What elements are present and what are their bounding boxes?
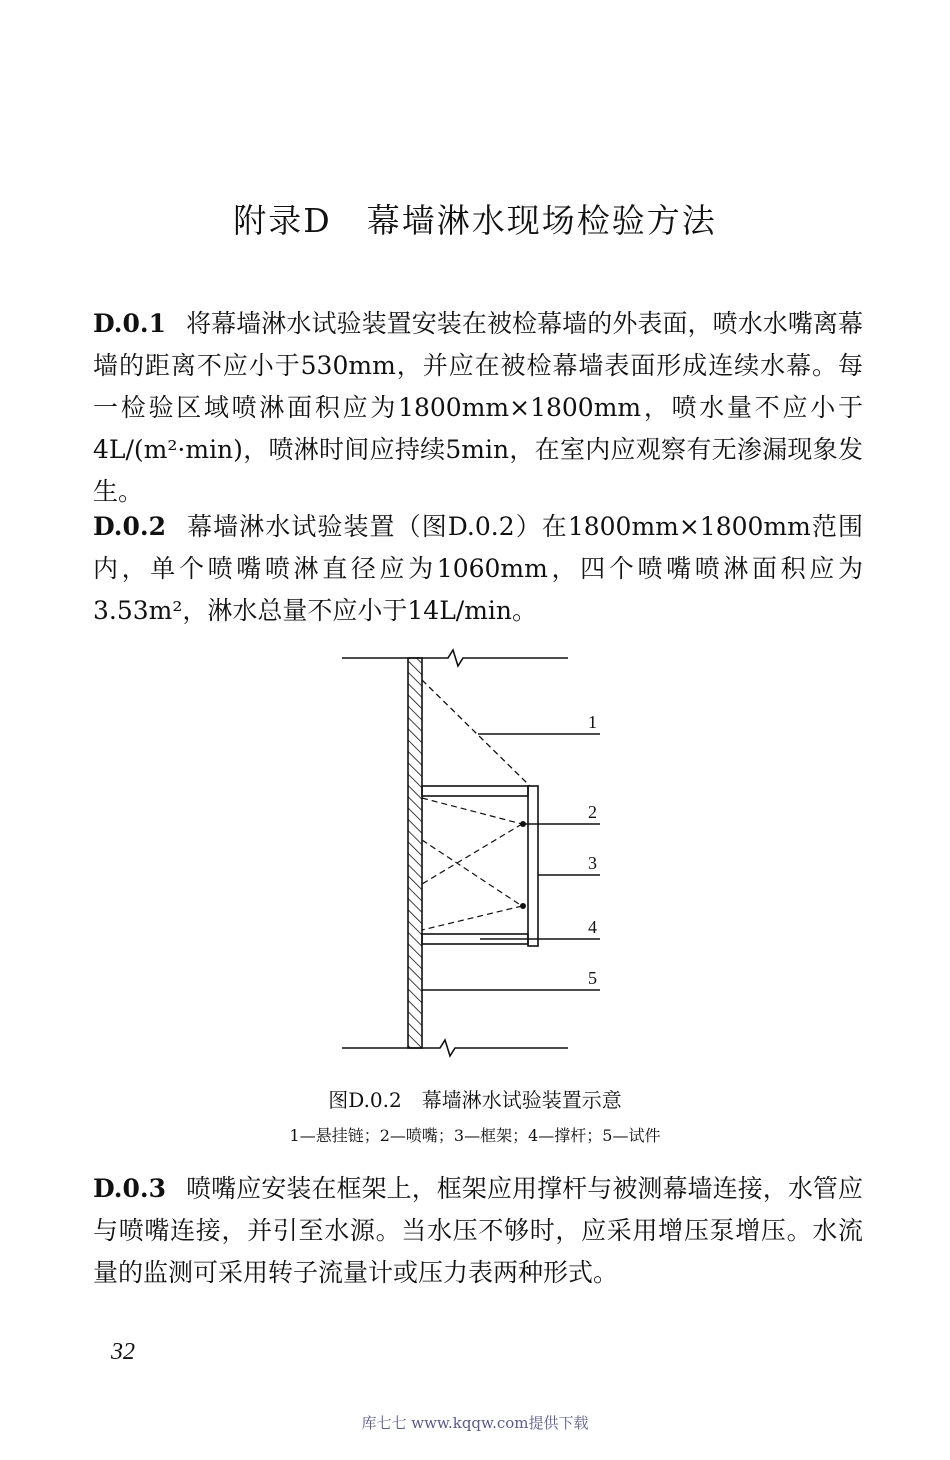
frame-vertical [528, 786, 538, 946]
clause-number: D.0.1 [93, 309, 166, 338]
clause-text: 将幕墙淋水试验装置安装在被检幕墙的外表面，喷水水嘴离幕墙的距离不应小于530mm，并应在被检幕墙表面形成连续水幕。每一检验区域喷淋面积应为1800mm×1800mm，喷水量不应小于4L/(m²·min)，喷淋时间应持续5min，在室内应观察有无渗漏现象发生。 [93, 309, 863, 506]
figure-caption: 图D.0.2 幕墙淋水试验装置示意 [328, 1088, 622, 1112]
clause-text: 幕墙淋水试验装置（图D.0.2）在1800mm×1800mm范围内，单个喷嘴喷淋直径应为1060mm，四个喷嘴喷淋面积应为3.53m²，淋水总量不应小于14L/min。 [93, 512, 863, 625]
test-device-diagram [330, 640, 620, 1064]
clause-number: D.0.2 [93, 512, 166, 541]
watermark: 库七七 www.kqqw.com提供下载 [361, 1414, 589, 1432]
callout-label: 3 [588, 853, 597, 873]
bottom-break-line [342, 1040, 568, 1056]
clause-text: 喷嘴应安装在框架上，框架应用撑杆与被测幕墙连接，水管应与喷嘴连接，并引至水源。当水压不够时，应采用增压泵增压。水流量的监测可采用转子流量计或压力表两种形式。 [93, 1174, 863, 1287]
nozzle [520, 903, 526, 909]
clause-d02 [93, 506, 863, 632]
wall-specimen [408, 658, 422, 1048]
spray-line [422, 840, 522, 906]
callout-label: 4 [588, 917, 597, 937]
spray-line [422, 824, 522, 884]
clause-d03 [93, 1168, 863, 1294]
spray-line [422, 798, 522, 824]
callout-label: 5 [588, 968, 597, 988]
page-number: 32 [111, 1339, 135, 1365]
clause-d01 [93, 303, 863, 513]
callout-label: 2 [588, 802, 597, 822]
spray-line [422, 906, 522, 930]
callout-label: 1 [588, 712, 597, 732]
suspension-chain [422, 680, 530, 786]
page-title: 附录D 幕墙淋水现场检验方法 [233, 201, 717, 240]
top-break-line [342, 650, 568, 666]
frame-top-bar [422, 786, 528, 796]
clause-number: D.0.3 [93, 1174, 166, 1203]
figure-legend: 1—悬挂链；2—喷嘴；3—框架；4—撑杆；5—试件 [289, 1126, 661, 1145]
